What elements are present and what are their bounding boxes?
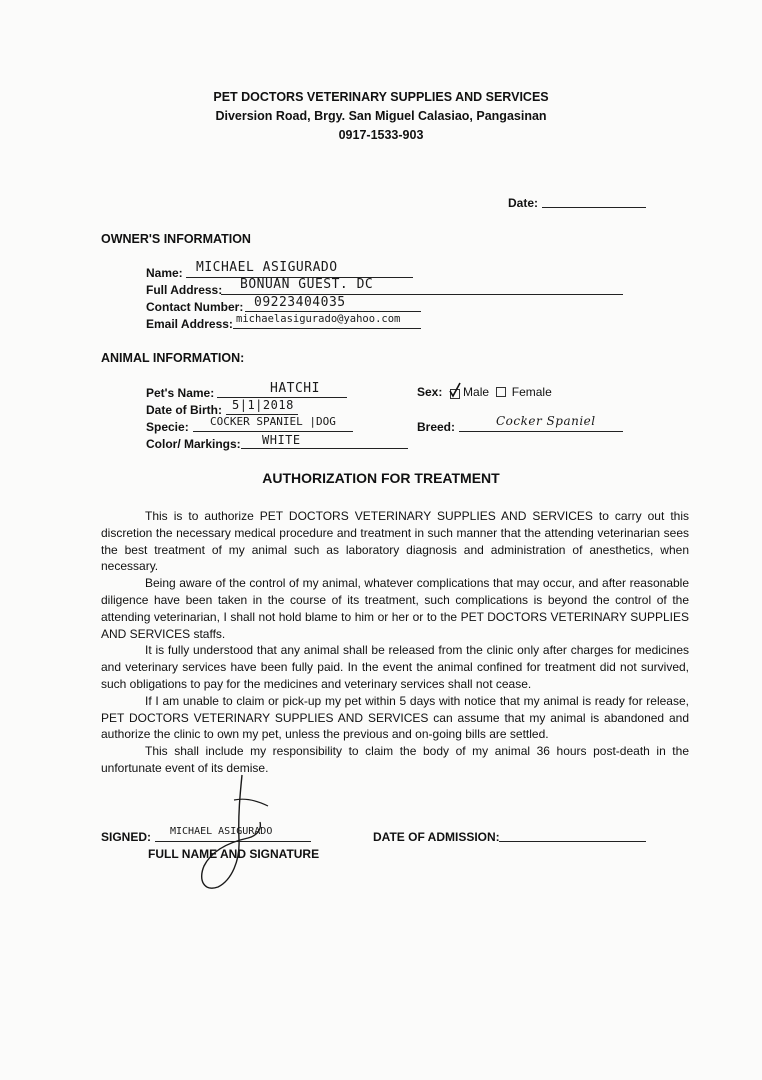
owner-contact-line xyxy=(245,311,421,312)
sex-label: Sex: xyxy=(417,385,443,399)
color-line xyxy=(241,448,408,449)
owner-address-value[interactable]: BONUAN GUEST. DC xyxy=(240,277,374,292)
owner-contact-value[interactable]: 09223404035 xyxy=(254,295,346,310)
owner-email-value[interactable]: michaelasigurado@yahoo.com xyxy=(236,313,401,325)
clinic-address: Diversion Road, Brgy. San Miguel Calasiao, Pangasinan xyxy=(215,109,547,123)
authorization-paragraph: This is to authorize PET DOCTORS VETERINARY SUPPLIES AND SERVICES to carry out this discretion the necessary medical procedure and treatment in such manner that the attending veterinarian sees the best treatment of my animal such as laboratory diagnosis and administration of anesthetics, when necessary. xyxy=(101,509,689,574)
breed-label: Breed: xyxy=(417,420,456,434)
authorization-paragraph: It is fully understood that any animal shall be released from the clinic only after charges for medicines and veterinary services have been fully paid. In the event the animal confined for treatment did not survived, such obligations to pay for the medicines and veterinary services shall not cease. xyxy=(101,643,689,691)
date-line[interactable] xyxy=(542,207,646,208)
specie-value[interactable]: COCKER SPANIEL |DOG xyxy=(210,415,336,428)
specie-line xyxy=(193,431,353,432)
clinic-phone: 0917-1533-903 xyxy=(338,128,424,142)
signature-caption: FULL NAME AND SIGNATURE xyxy=(148,847,320,861)
specie-label: Specie: xyxy=(146,420,189,434)
sex-female-label: Female xyxy=(511,385,552,399)
owner-address-label: Full Address: xyxy=(146,283,223,297)
owner-heading: OWNER'S INFORMATION xyxy=(101,232,251,246)
sex-male-label: Male xyxy=(463,385,490,399)
handwritten-signature-icon xyxy=(190,770,280,895)
owner-name-value[interactable]: MICHAEL ASIGURADO xyxy=(196,260,338,275)
sex-field xyxy=(417,385,552,399)
checkmark-icon xyxy=(448,382,462,398)
sex-female-checkbox[interactable] xyxy=(496,387,506,397)
admission-label: DATE OF ADMISSION: xyxy=(373,830,500,844)
owner-name-label: Name: xyxy=(146,266,183,280)
authorization-title: AUTHORIZATION FOR TREATMENT xyxy=(262,470,500,486)
signed-name-value[interactable]: MICHAEL ASIGURADO xyxy=(170,826,273,837)
authorization-body xyxy=(101,508,689,777)
owner-contact-label: Contact Number: xyxy=(146,300,244,314)
animal-heading: ANIMAL INFORMATION: xyxy=(101,351,245,365)
sex-male-checkbox[interactable] xyxy=(450,386,460,396)
authorization-paragraph: This shall include my responsibility to claim the body of my animal 36 hours post-death in the unfortunate event of its demise. xyxy=(101,744,689,775)
breed-value[interactable]: Cocker Spaniel xyxy=(496,414,596,428)
breed-line xyxy=(459,431,623,432)
authorization-paragraph: If I am unable to claim or pick-up my pet within 5 days with notice that my animal is ready for release, PET DOCTORS VETERINARY SUPPLIES AND SERVICES can assume that my animal is abandoned and authorize the clinic to own my pet, unless the previous and on-going bills are settled. xyxy=(101,693,689,742)
date-label: Date: xyxy=(508,196,539,210)
color-value[interactable]: WHITE xyxy=(262,433,301,447)
pet-name-value[interactable]: HATCHI xyxy=(270,381,320,396)
owner-email-label: Email Address: xyxy=(146,317,233,331)
dob-value[interactable]: 5|1|2018 xyxy=(232,398,294,412)
pet-name-label: Pet's Name: xyxy=(146,386,215,400)
dob-label: Date of Birth: xyxy=(146,403,222,417)
owner-email-line xyxy=(233,328,421,329)
admission-line[interactable] xyxy=(499,841,646,842)
signed-label: SIGNED: xyxy=(101,830,152,844)
clinic-name: PET DOCTORS VETERINARY SUPPLIES AND SERVICES xyxy=(213,90,549,104)
color-label: Color/ Markings: xyxy=(146,437,241,451)
authorization-paragraph: Being aware of the control of my animal, whatever complications that may occur, and after reasonable diligence have been taken in the course of its treatment, such complications is beyond the control of the attending veterinarian, I shall not hold blame to him or her or to the PET DOCTORS VETERINARY SUPPLIES AND SERVICES staffs. xyxy=(101,576,689,641)
